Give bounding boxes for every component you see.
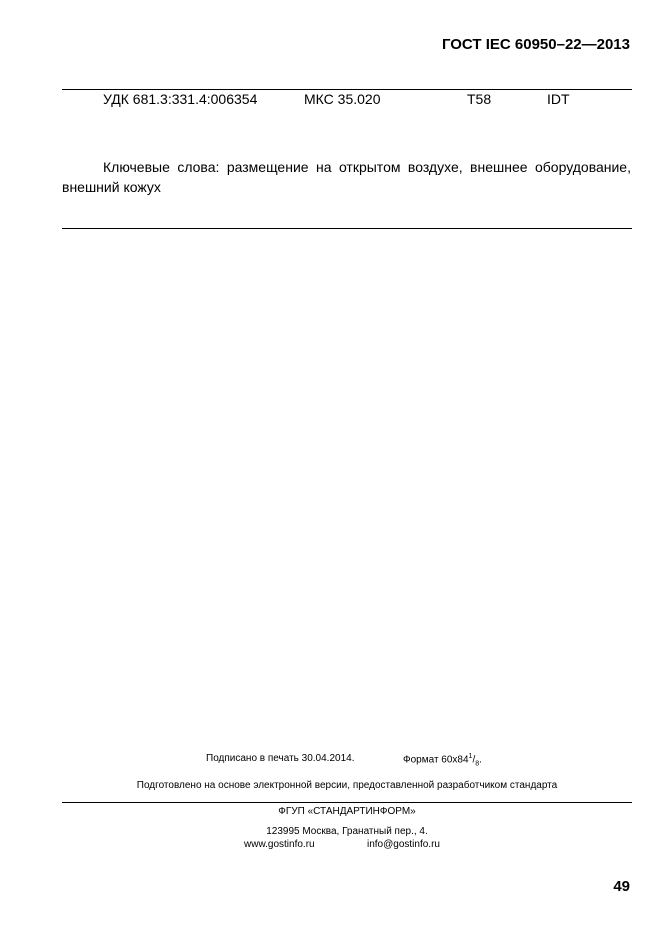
imprint-rule: [62, 802, 632, 803]
top-rule: [62, 89, 632, 90]
publisher: ФГУП «СТАНДАРТИНФОРМ»: [278, 806, 416, 817]
keywords-paragraph: Ключевые слова: размещение на открытом воздухе, внешнее оборудование, внешний кожух: [62, 159, 631, 195]
adoption-type: IDT: [547, 91, 570, 107]
website-link[interactable]: www.gostinfo.ru: [244, 839, 315, 850]
page-number: 49: [613, 878, 630, 895]
mks-code: МКС 35.020: [304, 91, 381, 107]
publisher-address: 123995 Москва, Гранатный пер., 4.: [266, 826, 428, 837]
format-suffix: .: [479, 754, 482, 766]
udk-code: УДК 681.3:331.4:006354: [103, 91, 258, 107]
standard-code: ГОСТ IEC 60950–22—2013: [441, 36, 630, 53]
classification-code: Т58: [467, 91, 492, 107]
print-format: Формат $60x84^1/_8$.: [403, 753, 482, 768]
signed-date: Подписано в печать 30.04.2014.: [206, 753, 355, 764]
format-prefix: Формат 60x84: [403, 754, 469, 766]
email-link[interactable]: info@gostinfo.ru: [367, 839, 440, 850]
format-denominator: 8: [475, 760, 480, 768]
format-numerator: 1: [468, 753, 473, 760]
prepared-note: Подготовлено на основе электронной версии, предоставленной разработчиком стандарта: [136, 780, 558, 791]
keywords-rule: [62, 228, 632, 229]
